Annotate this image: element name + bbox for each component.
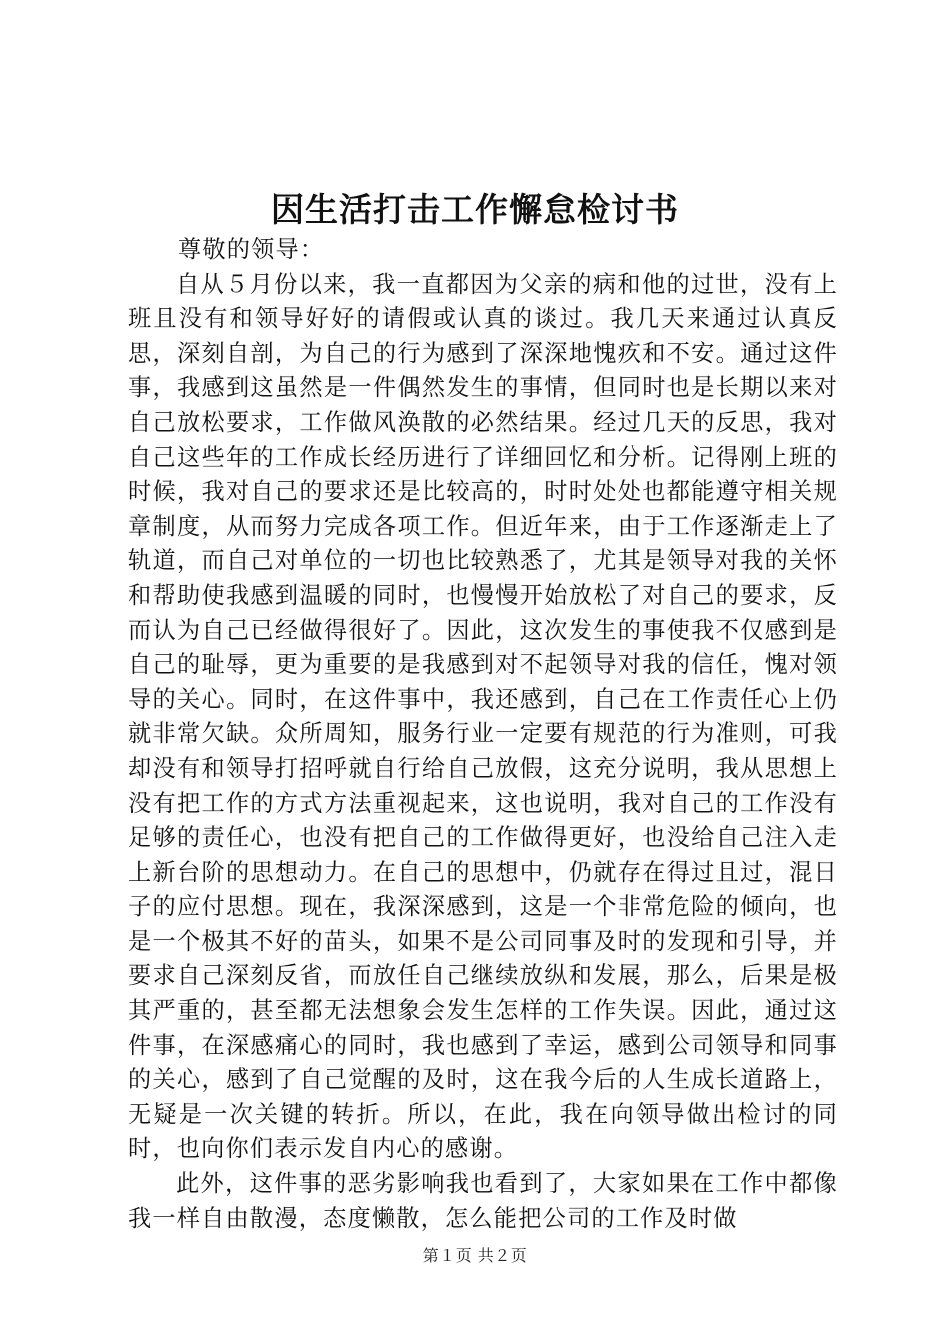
page-footer: 第１页 共２页 — [422, 1246, 528, 1265]
paragraph-2: 此外，这件事的恶劣影响我也看到了，大家如果在工作中都像我一样自由散漫，态度懒散，怎么能把公司的工作及时做 — [128, 1170, 838, 1232]
salutation: 尊敬的领导： — [178, 236, 325, 263]
document-title: 因生活打击工作懈怠检讨书 — [271, 190, 679, 229]
document-body — [128, 233, 838, 1236]
paragraph-1: 自从５月份以来，我一直都因为父亲的病和他的过世，没有上班且没有和领导好好的请假或认真的谈过。我几天来通过认真反思，深刻自剖，为自己的行为感到了深深地愧疚和不安。通过这件事，我感到这虽然是一件偶然发生的事情，但同时也是长期以来对自己放松要求，工作做风涣散的必然结果。经过几天的反思，我对自己这些年的工作成长经历进行了详细回忆和分析。记得刚上班的时候，我对自己的要求还是比较高的，时时处处也都能遵守相关规章制度，从而努力完成各项工作。但近年来，由于工作逐渐走上了轨道，而自己对单位的一切也比较熟悉了，尤其是领导对我的关怀和帮助使我感到温暖的同时，也慢慢开始放松了对自己的要求，反而认为自己已经做得很好了。因此，这次发生的事使我不仅感到是自己的耻辱，更为重要的是我感到对不起领导对我的信任，愧对领导的关心。同时，在这件事中，我还感到，自己在工作责任心上仍就非常欠缺。众所周知，服务行业一定要有规范的行为准则，可我却没有和领导打招呼就自行给自己放假，这充分说明，我从思想上没有把工作的方式方法重视起来，这也说明，我对自己的工作没有足够的责任心，也没有把自己的工作做得更好，也没给自己注入走上新台阶的思想动力。在自己的思想中，仍就存在得过且过，混日子的应付思想。现在，我深深感到，这是一个非常危险的倾向，也是一个极其不好的苗头，如果不是公司同事及时的发现和引导，并要求自己深刻反省，而放任自己继续放纵和发展，那么，后果是极其严重的，甚至都无法想象会发生怎样的工作失误。因此，通过这件事，在深感痛心的同时，我也感到了幸运，感到公司领导和同事的关心，感到了自己觉醒的及时，这在我今后的人生成长道路上，无疑是一次关键的转折。所以，在此，我在向领导做出检讨的同时，也向你们表示发自内心的感谢。 — [128, 270, 838, 1163]
